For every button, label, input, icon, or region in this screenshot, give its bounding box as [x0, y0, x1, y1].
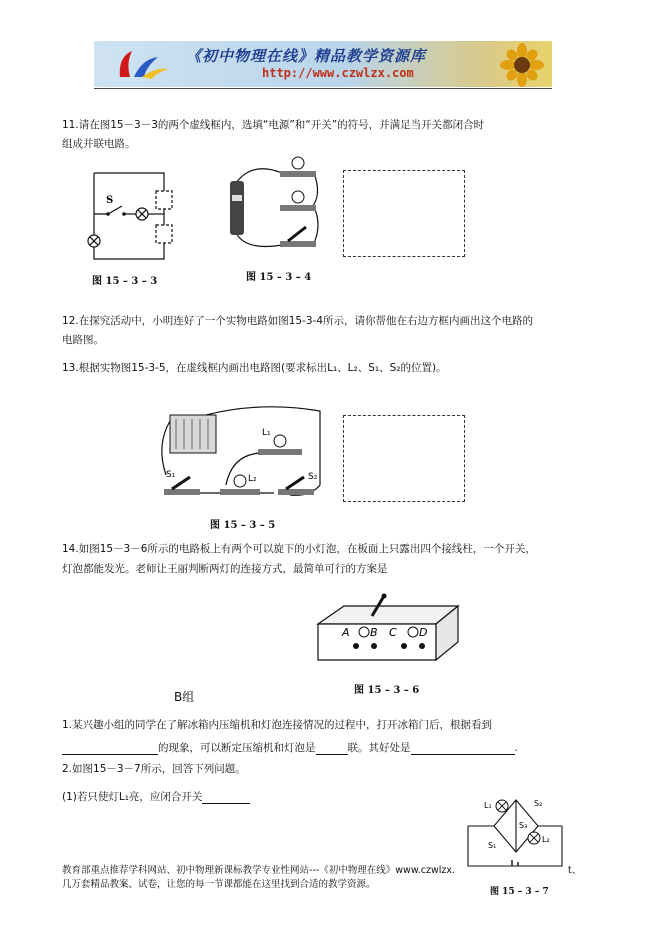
switch-label: S [106, 195, 114, 206]
label-s1: S₁ [166, 470, 176, 480]
battery-icon [230, 181, 244, 235]
label-l1: L₁ [262, 428, 271, 438]
b-q2-sub1 [62, 789, 250, 804]
fig7-label-s2: S₂ [534, 799, 543, 808]
header-rule [94, 88, 552, 89]
b-q1-line2: 的现象，可以断定压缩机和灯泡是 联。其好处是 . [62, 740, 518, 755]
fig7-label-l2: L₂ [542, 835, 550, 844]
figure-15-3-5-caption: 图 15 – 3 – 5 [210, 520, 276, 531]
q11-text-line2: 组成并联电路。 [62, 138, 136, 150]
q14-text-line2: 灯泡都能发光。老师让王丽判断两灯的连接方式，最简单可行的方案是 [62, 563, 388, 575]
answer-box-q11[interactable] [343, 170, 465, 257]
figure-15-3-7-caption: 图 15 – 3 – 7 [490, 887, 549, 897]
terminal-a: A [342, 626, 350, 639]
b-q2-sub1-text: (1)若只使灯L₁亮，应闭合开关 [62, 791, 203, 803]
footer-line1: 教育部重点推荐学科网站、初中物理新课标教学专业性网站---《初中物理在线》www.czwlzx. [62, 865, 455, 876]
terminal-d: D [419, 626, 428, 639]
fig7-label-s3: S₃ [519, 821, 528, 830]
b-q1-text-b: 联。其好处是 [347, 742, 411, 754]
figure-15-3-3-caption: 图 15 – 3 – 3 [92, 276, 158, 287]
figure-15-3-5 [150, 405, 330, 515]
bulb-holder-icon [280, 191, 316, 211]
answer-blank-benefit[interactable] [411, 740, 515, 755]
q12-text-line2: 电路图。 [62, 334, 104, 346]
figure-15-3-6 [312, 588, 464, 672]
figure-15-3-6-caption: 图 15 – 3 – 6 [354, 685, 420, 696]
answer-blank-connection[interactable] [316, 740, 348, 755]
b-q2-line1: 2.如图15－3－7所示，回答下列问题。 [62, 763, 246, 775]
site-logo [112, 47, 172, 83]
footer-line2: 几万套精品教案、试卷，让您的每一节课都能在这里找到合适的教学资源。 [62, 879, 376, 890]
header-banner [94, 41, 552, 87]
group-b-heading: B组 [174, 690, 195, 704]
figure-15-3-4 [222, 155, 327, 265]
knife-switch-icon [280, 227, 316, 247]
bulb-l1-icon [258, 435, 302, 455]
q13-text-line1: 13.根据实物图15-3-5，在虚线框内画出电路图(要求标出L₁、L₂、S₁、S₂的位置)。 [62, 362, 447, 374]
footer-fragment: t、 [568, 865, 582, 876]
banner-url[interactable]: http://www.czwlzx.com [262, 66, 414, 80]
label-l2: L₂ [248, 474, 257, 484]
battery-box-icon [170, 415, 216, 453]
answer-blank-switch[interactable] [202, 789, 250, 804]
terminal-c: C [389, 626, 397, 639]
b-q1-line1: 1.某兴趣小组的同学在了解冰箱内压缩机和灯泡连接情况的过程中，打开冰箱门后，根据看到 [62, 719, 493, 731]
b-q1-text-a: 的现象，可以断定压缩机和灯泡是 [158, 742, 316, 754]
figure-15-3-4-caption: 图 15 – 3 – 4 [246, 272, 312, 283]
label-s2: S₂ [308, 472, 318, 482]
q12-text-line1: 12.在探究活动中，小明连好了一个实物电路如图15-3-4所示，请你帮他在右边方框内画出这个电路的 [62, 315, 533, 327]
banner-title: 《初中物理在线》精品教学资源库 [186, 47, 427, 65]
terminal-b: B [370, 626, 378, 639]
answer-box-q13[interactable] [343, 415, 465, 502]
sunflower-icon [494, 43, 550, 87]
figure-15-3-7 [464, 786, 574, 876]
fig7-label-s1: S₁ [488, 841, 497, 850]
fig7-label-l1: L₁ [484, 801, 492, 810]
q14-text-line1: 14.如图15－3－6所示的电路板上有两个可以旋下的小灯泡，在板面上只露出四个接线柱，一个开关， [62, 543, 536, 555]
bulb-holder-icon [280, 157, 316, 177]
answer-blank-phenomenon[interactable] [62, 740, 158, 755]
q11-text-line1: 11.请在图15－3－3的两个虚线框内，选填“电源”和“开关”的符号，并满足当开关都闭合时 [62, 119, 485, 131]
figure-15-3-3 [80, 165, 190, 275]
